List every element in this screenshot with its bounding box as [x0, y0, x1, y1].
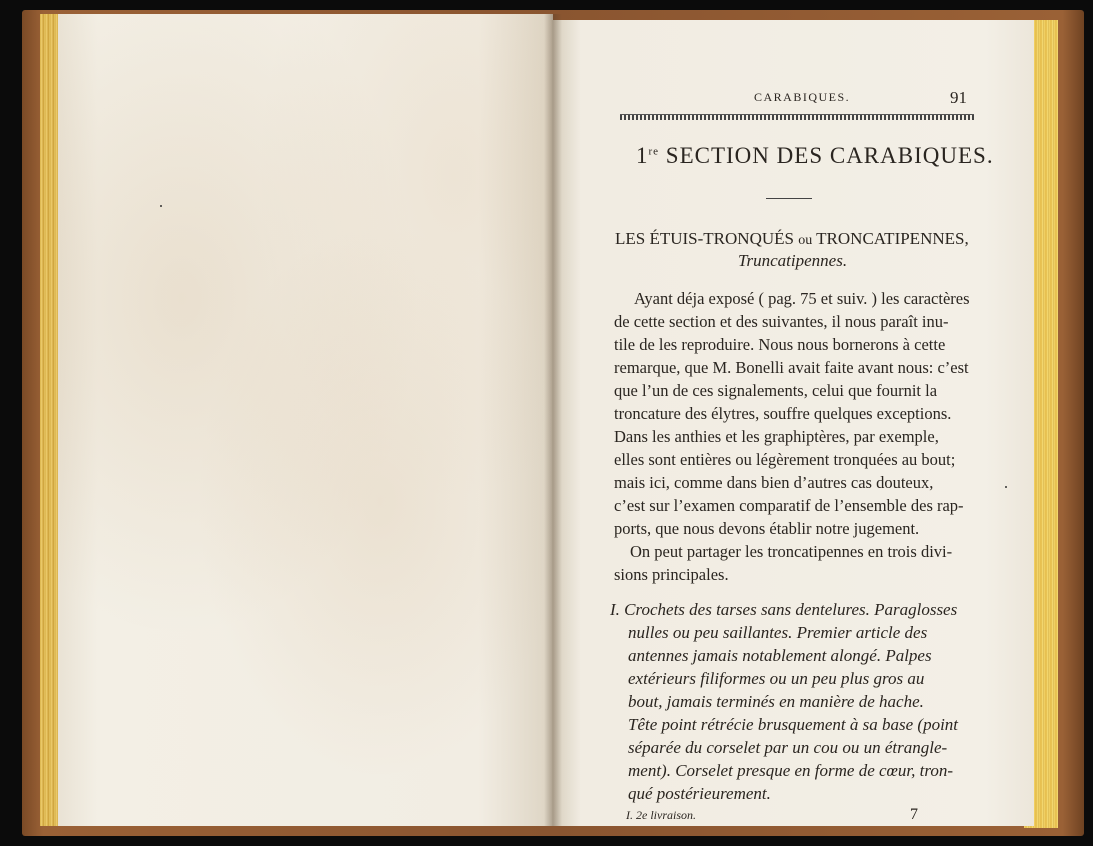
chapter-subtitle [615, 229, 969, 249]
para-line-10: c’est sur l’examen comparatif de l’ensemble des rap- [614, 496, 964, 515]
para-line-1: Ayant déja exposé ( pag. 75 et suiv. ) les caractères [634, 289, 970, 308]
subtitle-ou: ou [798, 233, 813, 248]
book-gutter [544, 14, 562, 826]
left-page-blank [58, 14, 553, 826]
para-line-11: ports, que nous devons établir notre jugement. [614, 519, 920, 538]
division-line-4: extérieurs filiformes ou un peu plus gros au [628, 669, 925, 688]
section-number-sup: re [648, 145, 660, 158]
division-line-8: ment). Corselet presque en forme de cœur, tron- [628, 761, 953, 780]
section-title [636, 143, 994, 169]
para-line-13: sions principales. [614, 565, 729, 584]
para-line-2: de cette section et des suivantes, il nous paraît inu- [614, 312, 949, 331]
subtitle-part-2: TRONCATIPENNES, [816, 229, 969, 248]
para-line-7: Dans les anthies et les graphiptères, par exemple, [614, 427, 939, 446]
division-line-7: séparée du corselet par un cou ou un étrangle- [628, 738, 948, 757]
para-line-9: mais ici, comme dans bien d’autres cas douteux, [614, 473, 934, 492]
running-head: CARABIQUES. [754, 90, 851, 104]
para-line-12: On peut partager les troncatipennes en trois divi- [630, 542, 953, 561]
para-line-5: que l’un de ces signalements, celui que fournit la [614, 381, 938, 400]
para-line-8: elles sont entières ou légèrement tronquées au bout; [614, 450, 956, 469]
division-line-3: antennes jamais notablement alongé. Palpes [628, 646, 932, 665]
division-line-6: Tête point rétrécie brusquement à sa base (point [628, 715, 959, 734]
page-number: 91 [950, 88, 967, 107]
para-line-6: troncature des élytres, souffre quelques exceptions. [614, 404, 952, 423]
division-line-9: qué postérieurement. [628, 784, 771, 803]
divider [766, 198, 812, 199]
division-line-1: I. Crochets des tarses sans dentelures. Paraglosses [610, 600, 958, 619]
header-rule [620, 114, 974, 120]
section-title-text: SECTION DES CARABIQUES. [665, 143, 994, 168]
gathering-number: 7 [910, 806, 918, 823]
subtitle-part-1: LES ÉTUIS-TRONQUÉS [615, 229, 794, 248]
signature-mark: I. 2e livraison. [626, 808, 696, 822]
division-line-5: bout, jamais terminés en manière de hache. [628, 692, 924, 711]
subtitle-latin: Truncatipennes. [738, 251, 848, 270]
para-line-3: tile de les reproduire. Nous nous bornerons à cette [614, 335, 946, 354]
speck [160, 205, 162, 207]
section-number: 1 [636, 143, 649, 168]
para-line-4: remarque, que M. Bonelli avait faite avant nous: c’est [614, 358, 969, 377]
division-line-2: nulles ou peu saillantes. Premier article des [628, 623, 928, 642]
speck [1005, 486, 1007, 488]
